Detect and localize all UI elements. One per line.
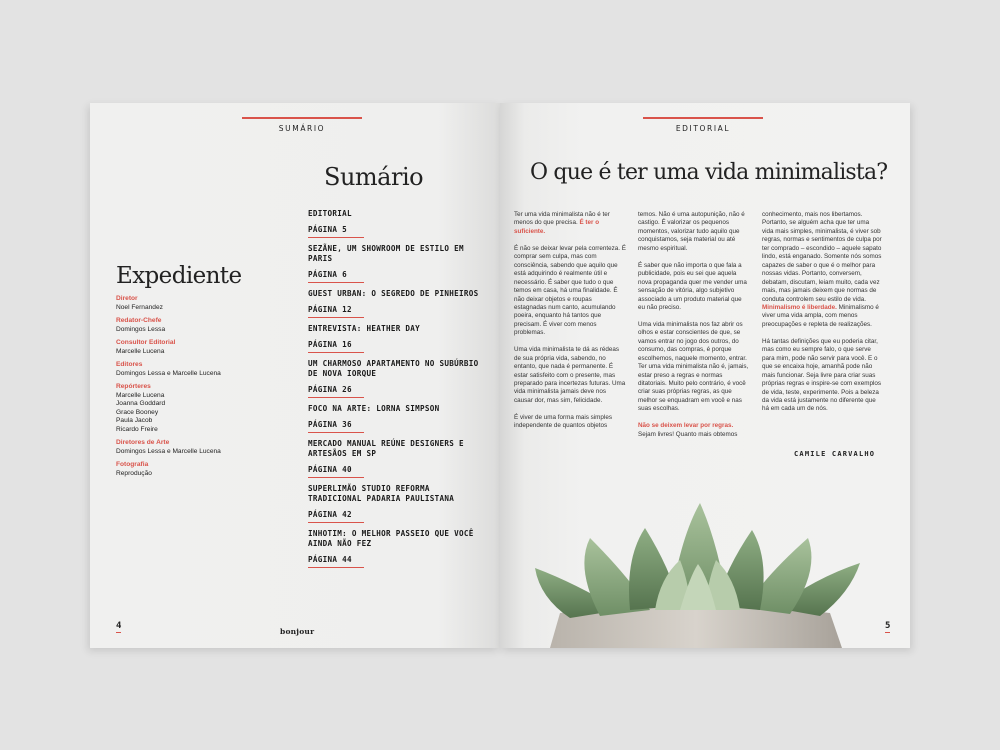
brand-logo: bonjour (280, 627, 315, 636)
staff-group (116, 439, 296, 456)
toc-entry-page: PÁGINA 12 (308, 305, 364, 318)
toc-entry-title: INHOTIM: O MELHOR PASSEIO QUE VOCÊ AINDA NÃO FEZ (308, 529, 474, 548)
staff-group (116, 295, 296, 312)
magazine-spread (90, 103, 910, 648)
staff-role: Consultor Editorial (116, 339, 176, 346)
staff-group (116, 339, 296, 356)
article-paragraph (762, 338, 882, 414)
toc-entry-title: FOCO NA ARTE: LORNA SIMPSON (308, 404, 440, 413)
left-page (90, 103, 500, 648)
section-tag-editorial: EDITORIAL (643, 117, 763, 133)
toc-item[interactable] (308, 529, 488, 568)
body-text: Uma vida minimalista nos faz abrir os olhos e estar conscientes de que, se vamos entrar no jogo dos outros, do consumo, das compras, é porque escolhemos, naquele momento, entrar. Ter uma vida minimalista não é, jamais, estar preso a regras e normas ditatoriais. Muito pelo contrário, é você criar suas próprias regras, as que melhor se enquadram em você e nas suas escolhas. (638, 320, 749, 413)
staff-name: Reprodução (116, 469, 152, 477)
body-text: Ter uma vida minimalista não é ter menos do que precisa. (514, 211, 610, 227)
article-paragraph (638, 422, 750, 439)
toc-entry-page: PÁGINA 36 (308, 420, 364, 433)
staff-group (116, 383, 296, 434)
body-text: Minimalismo é viver uma vida ampla, com menos preocupações e repleta de realizações. (762, 303, 879, 328)
toc-entry-page: PÁGINA 42 (308, 510, 364, 523)
article-paragraph (638, 211, 750, 253)
succulent-plant-photo (530, 498, 860, 648)
toc-entry-title: EDITORIAL (308, 209, 352, 218)
body-text: temos. Não é uma autopunição, não é castigo. É valorizar os pequenos momentos, valorizar tudo aquilo que conquistamos, seja material ou até mesmo espiritual. (638, 211, 745, 252)
author-signature: CAMILE CARVALHO (794, 450, 876, 458)
staff-name: Marcelle Lucena (116, 347, 165, 355)
highlight-text: Minimalismo é liberdade. (762, 303, 837, 311)
right-page (500, 103, 910, 648)
article-column-1 (514, 211, 626, 439)
body-text: Há tantas definições que eu poderia citar, mas como eu sempre falo, o que serve para mim, pode não servir para você. E o que se encaixa hoje, amanhã pode não mais funcionar. Seja livre para criar suas próprias regras e inspire-se com exemplos de vida, teste, experimente. Pois a beleza da vida está justamente no diferente que há em cada um de nós. (762, 337, 881, 413)
body-text: É saber que não importa o que fala a publicidade, pois eu sei que aquela nova propaganda quer me vender uma sensação de vitória, algo subjetivo associado a um produto material que eu não preciso. (638, 261, 747, 311)
staff-name: Joanna Goddard (116, 400, 166, 407)
article-column-3 (762, 211, 882, 422)
staff-group (116, 317, 296, 334)
article-headline: O que é ter uma vida minimalista? (530, 160, 888, 185)
toc-entry-page: PÁGINA 5 (308, 225, 364, 238)
toc-entry-page: PÁGINA 40 (308, 465, 364, 478)
body-text: conhecimento, mais nos libertamos. Portanto, se alguém acha que ter uma vida mais simples, minimalista, é viver sob regras, normas e sentimentos de culpa por ter comprado – escondido – aquele sapato lindo, está enganado. Somente nós somos capazes de saber o que é o melhor para nossas vidas. Portanto, conversem, debatam, discutam, leiam muito, cada vez mais, mas jamais deixem que normas de conduta controlem seu estilo de vida. (762, 211, 882, 303)
article-paragraph (638, 262, 750, 313)
article-paragraph (514, 211, 626, 236)
toc-item[interactable] (308, 209, 488, 238)
article-paragraph (514, 414, 626, 431)
toc-entry-page: PÁGINA 16 (308, 340, 364, 353)
staff-credits (116, 295, 296, 483)
staff-name: Marcelle Lucena (116, 391, 165, 399)
staff-group (116, 361, 296, 378)
toc-entry-title: UM CHARMOSO APARTAMENTO NO SUBÚRBIO DE NOVA IORQUE (308, 359, 479, 378)
staff-name: Paula Jacob (116, 417, 153, 424)
body-text: É viver de uma forma mais simples independente de quantos objetos (514, 413, 612, 430)
staff-name: Domingos Lessa (116, 325, 166, 333)
staff-role: Redator-Chefe (116, 317, 162, 324)
staff-role: Diretores de Arte (116, 439, 170, 446)
body-text: Sejam livres! Quanto mais obtemos (638, 430, 738, 438)
toc-item[interactable] (308, 289, 488, 318)
toc-entry-title: SEZÃNE, UM SHOWROOM DE ESTILO EM PARIS (308, 244, 464, 263)
toc-item[interactable] (308, 244, 488, 283)
article-paragraph (638, 321, 750, 414)
article-paragraph (514, 245, 626, 338)
staff-role: Editores (116, 361, 143, 368)
toc-item[interactable] (308, 324, 488, 353)
toc-title: Sumário (324, 163, 424, 191)
staff-name: Noel Fernandez (116, 303, 163, 311)
staff-name: Domingos Lessa e Marcelle Lucena (116, 447, 221, 455)
article-paragraph (514, 346, 626, 405)
highlight-text: Não se deixem levar por regras. (638, 422, 734, 430)
staff-role: Repórteres (116, 383, 151, 390)
toc-entry-title: GUEST URBAN: O SEGREDO DE PINHEIROS (308, 289, 479, 298)
toc-entry-page: PÁGINA 26 (308, 385, 364, 398)
highlight-text: É ter o suficiente. (514, 219, 600, 235)
page-number-right: 5 (885, 621, 891, 631)
article-column-2 (638, 211, 750, 448)
staff-role: Fotografia (116, 461, 149, 468)
toc-entry-page: PÁGINA 6 (308, 270, 364, 283)
expediente-title: Expediente (116, 263, 242, 289)
staff-role: Diretor (116, 295, 138, 302)
toc-entry-page: PÁGINA 44 (308, 555, 364, 568)
toc-entry-title: MERCADO MANUAL REÚNE DESIGNERS E ARTESÃOS EM SP (308, 439, 464, 458)
staff-group (116, 461, 296, 478)
toc-item[interactable] (308, 359, 488, 398)
body-text: Uma vida minimalista te dá as rédeas de sua própria vida, sabendo, no entanto, que nada é permanente. É estar satisfeito com o presente, mas preparado para incertezas futuras. Uma vida minimalista jamais deve nos causar dor, mas sim, felicidade. (514, 346, 626, 404)
staff-name: Ricardo Freire (116, 425, 158, 433)
toc-item[interactable] (308, 439, 488, 478)
toc-entry-title: SUPERLIMÃO STUDIO REFORMA TRADICIONAL PADARIA PAULISTANA (308, 484, 455, 503)
section-tag-sumario: SUMÁRIO (242, 117, 362, 133)
toc-item[interactable] (308, 404, 488, 433)
page-number-left: 4 (116, 621, 122, 631)
staff-name: Grace Booney (116, 408, 159, 416)
toc-item[interactable] (308, 484, 488, 523)
staff-name: Domingos Lessa e Marcelle Lucena (116, 369, 221, 377)
table-of-contents (308, 209, 488, 574)
article-paragraph (762, 211, 882, 329)
body-text: É não se deixar levar pela correnteza. É comprar sem culpa, mas com consciência, sabendo que aquilo que está adquirindo é realmente útil e necessário. É saber que tudo o que temos em casa, há uma finalidade. É não deixar objetos e roupas estagnadas num canto, acumulando poeira, enquanto há tantos que precisam. É viver com menos problemas. (514, 244, 627, 337)
toc-entry-title: ENTREVISTA: HEATHER DAY (308, 324, 421, 333)
